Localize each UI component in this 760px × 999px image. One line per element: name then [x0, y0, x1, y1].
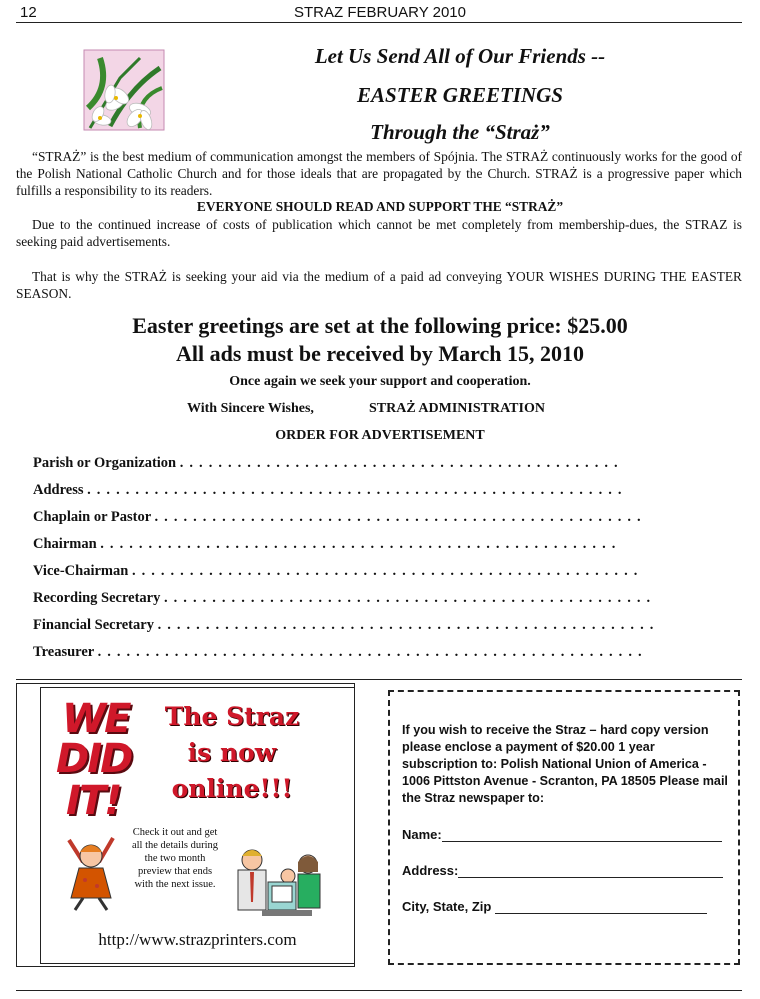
footer-rule — [16, 990, 742, 991]
field-dots: . . . . . . . . . . . . . . . . . . . . . . . . . . . . . . . . . . . . . . . . . . . . . . . . . . . — [154, 509, 642, 525]
field-dots: . . . . . . . . . . . . . . . . . . . . . . . . . . . . . . . . . . . . . . . . . . . . . . . . . . . . . . — [100, 536, 617, 552]
field-recording-secretary[interactable] — [33, 590, 651, 607]
field-chairman[interactable] — [33, 536, 617, 553]
we-did-it-it: IT! — [66, 778, 121, 824]
field-address[interactable] — [33, 482, 623, 499]
field-dots: . . . . . . . . . . . . . . . . . . . . . . . . . . . . . . . . . . . . . . . . . . . . . . . . . . . . . — [131, 563, 639, 579]
check-it-out-text: Check it out and get all the details during the two month preview that ends with the next issue. — [131, 827, 219, 890]
page-number: 12 — [20, 4, 37, 21]
cheering-girl-illustration — [55, 832, 127, 912]
promo-url-link[interactable]: http://www.strazprinters.com — [98, 930, 297, 949]
subscription-name-field[interactable] — [402, 827, 722, 842]
newspaper-header: STRAZ FEBRUARY 2010 — [293, 4, 466, 21]
title-line-3: Through the “Straż” — [370, 120, 550, 144]
subscription-text: If you wish to receive the Straz – hard copy version please enclose a payment of $20.00 1 year subscription to: Polish National Union of America - 1006 Pittston Avenue - Scranton, PA 18505 Please mail the Straz newspaper to: — [402, 723, 728, 805]
field-chaplain[interactable] — [33, 509, 642, 526]
field-label: Financial Secretary — [33, 617, 154, 633]
sincere-wishes: With Sincere Wishes, — [187, 401, 314, 416]
paragraph-intro: “STRAŻ” is the best medium of communication amongst the members of Spójnia. The STRAŻ continuously works for the good of the Polish National Catholic Church and for those ideals that are propagated by the Church. STRAŻ is a progressive paper which fulfills a responsibility to its readers. — [16, 149, 742, 198]
order-title: ORDER FOR ADVERTISEMENT — [275, 428, 485, 443]
title-line-2: EASTER GREETINGS — [357, 83, 563, 107]
subscription-address-field[interactable] — [402, 863, 723, 878]
title-line-1: Let Us Send All of Our Friends -- — [314, 44, 606, 68]
section-divider — [16, 679, 742, 680]
field-dots: . . . . . . . . . . . . . . . . . . . . . . . . . . . . . . . . . . . . . . . . . . . . . . . . . . . . . . . . . — [97, 644, 643, 660]
field-label: Chairman — [33, 536, 97, 552]
support-line: Once again we seek your support and cooperation. — [229, 374, 531, 389]
field-financial-secretary[interactable] — [33, 617, 655, 634]
promo-headline-3: online!!! — [171, 774, 293, 803]
paragraph-costs: Due to the continued increase of costs of publication which cannot be met completely from membership-dues, the STRAZ is seeking paid advertisements. — [16, 217, 742, 249]
deadline-line: All ads must be received by March 15, 2010 — [176, 341, 584, 366]
name-label: Name: — [402, 827, 442, 842]
promo-headline-2: is now — [187, 738, 277, 767]
city-underline[interactable] — [495, 900, 707, 914]
field-vice-chairman[interactable] — [33, 563, 639, 580]
promo-headline-1: The Straz — [164, 702, 300, 731]
field-label: Vice-Chairman — [33, 563, 129, 579]
field-parish[interactable] — [33, 455, 619, 472]
field-label: Recording Secretary — [33, 590, 161, 606]
address-underline[interactable] — [458, 864, 723, 878]
field-dots: . . . . . . . . . . . . . . . . . . . . . . . . . . . . . . . . . . . . . . . . . . . . . . — [179, 455, 619, 471]
price-line: Easter greetings are set at the following price: $25.00 — [132, 313, 628, 338]
easter-lily-image — [80, 48, 170, 136]
family-computer-illustration — [222, 842, 332, 922]
field-dots: . . . . . . . . . . . . . . . . . . . . . . . . . . . . . . . . . . . . . . . . . . . . . . . . . . . . — [157, 617, 655, 633]
header-rule — [16, 22, 742, 23]
administration-signature: STRAŻ ADMINISTRATION — [369, 401, 545, 416]
field-label: Address — [33, 482, 84, 498]
field-label: Parish or Organization — [33, 455, 177, 471]
we-did-it-did: DID — [56, 736, 132, 782]
we-did-it-we: WE — [62, 696, 130, 742]
paragraph-aid: That is why the STRAŻ is seeking your aid via the medium of a paid ad conveying YOUR WISHES DURING THE EASTER SEASON. — [16, 269, 742, 301]
name-underline[interactable] — [442, 828, 722, 842]
everyone-should-read: EVERYONE SHOULD READ AND SUPPORT THE “STRAŻ” — [196, 199, 564, 214]
city-label: City, State, Zip — [402, 899, 492, 914]
field-label: Treasurer — [33, 644, 94, 660]
field-dots: . . . . . . . . . . . . . . . . . . . . . . . . . . . . . . . . . . . . . . . . . . . . . . . . . . . . . . . . — [87, 482, 623, 498]
field-dots: . . . . . . . . . . . . . . . . . . . . . . . . . . . . . . . . . . . . . . . . . . . . . . . . . . . — [164, 590, 652, 606]
address-label: Address: — [402, 863, 459, 878]
field-label: Chaplain or Pastor — [33, 509, 151, 525]
field-treasurer[interactable] — [33, 644, 643, 661]
subscription-city-field[interactable] — [402, 899, 707, 914]
